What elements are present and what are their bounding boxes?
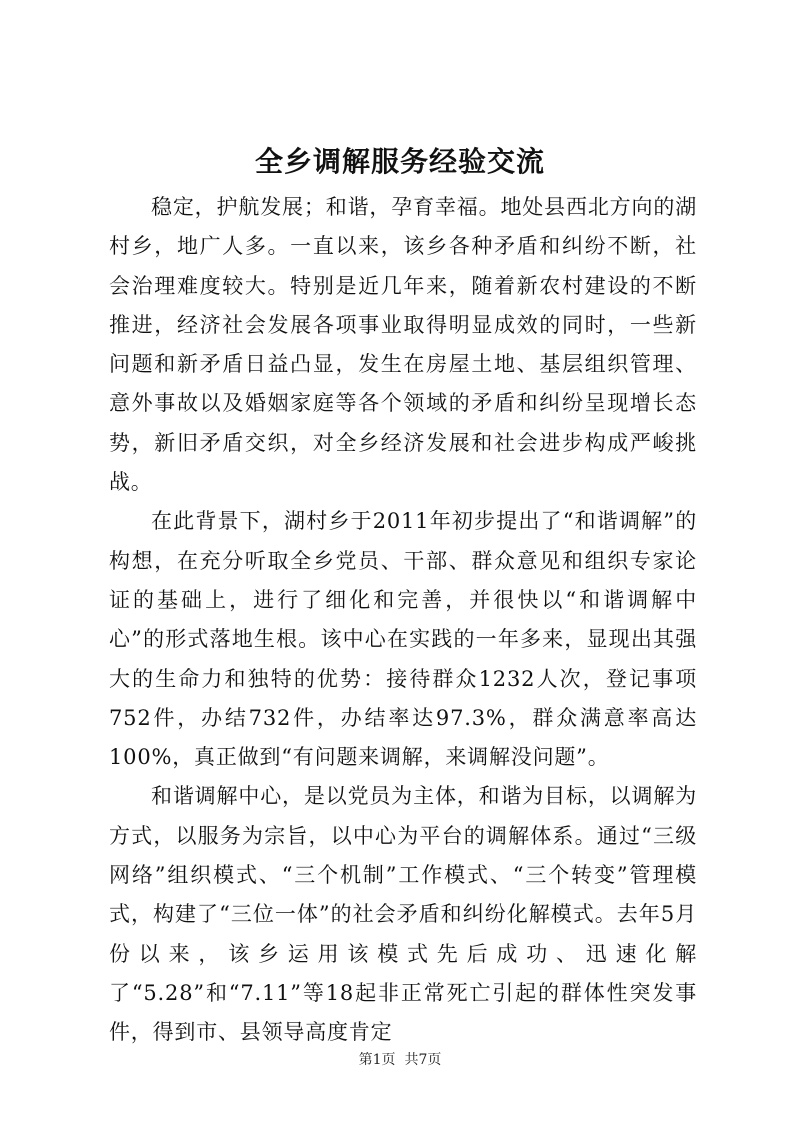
document-title: 全乡调解服务经验交流 — [254, 145, 545, 178]
paragraph-3: 和谐调解中心，是以党员为主体，和谐为目标，以调解为方式，以服务为宗旨，以中心为平台的调解体系。通过“三级网络”组织模式、“三个机制”工作模式、“三个转变”管理模式，构建了“三位一体”的社会矛盾和纠纷化解模式。去年5月份以来，该乡运用该模式先后成功、迅速化解了“5.28”和“7.11”等18起非正常死亡引起的群体性突发事件，得到市、县领导高度肯定 — [109, 784, 697, 1045]
paragraph-2: 在此背景下，湖村乡于2011年初步提出了“和谐调解”的构想，在充分听取全乡党员、干部、群众意见和组织专家论证的基础上，进行了细化和完善，并很快以“和谐调解中心”的形式落地生根。该中心在实践的一年多来，显现出其强大的生命力和独特的优势：接待群众1232人次，登记事项752件，办结732件，办结率达97.3%，群众满意率高达100%，真正做到“有问题来调解，来调解没问题”。 — [109, 509, 697, 770]
paragraph-1: 稳定，护航发展；和谐，孕育幸福。地处县西北方向的湖村乡，地广人多。一直以来，该乡各种矛盾和纠纷不断，社会治理难度较大。特别是近几年来，随着新农村建设的不断推进，经济社会发展各项事业取得明显成效的同时，一些新问题和新矛盾日益凸显，发生在房屋土地、基层组织管理、意外事故以及婚姻家庭等各个领域的矛盾和纠纷呈现增长态势，新旧矛盾交织，对全乡经济发展和社会进步构成严峻挑战。 — [109, 195, 697, 495]
document-body — [109, 188, 697, 1053]
page-footer: 第1页 共7页 — [358, 1052, 442, 1068]
